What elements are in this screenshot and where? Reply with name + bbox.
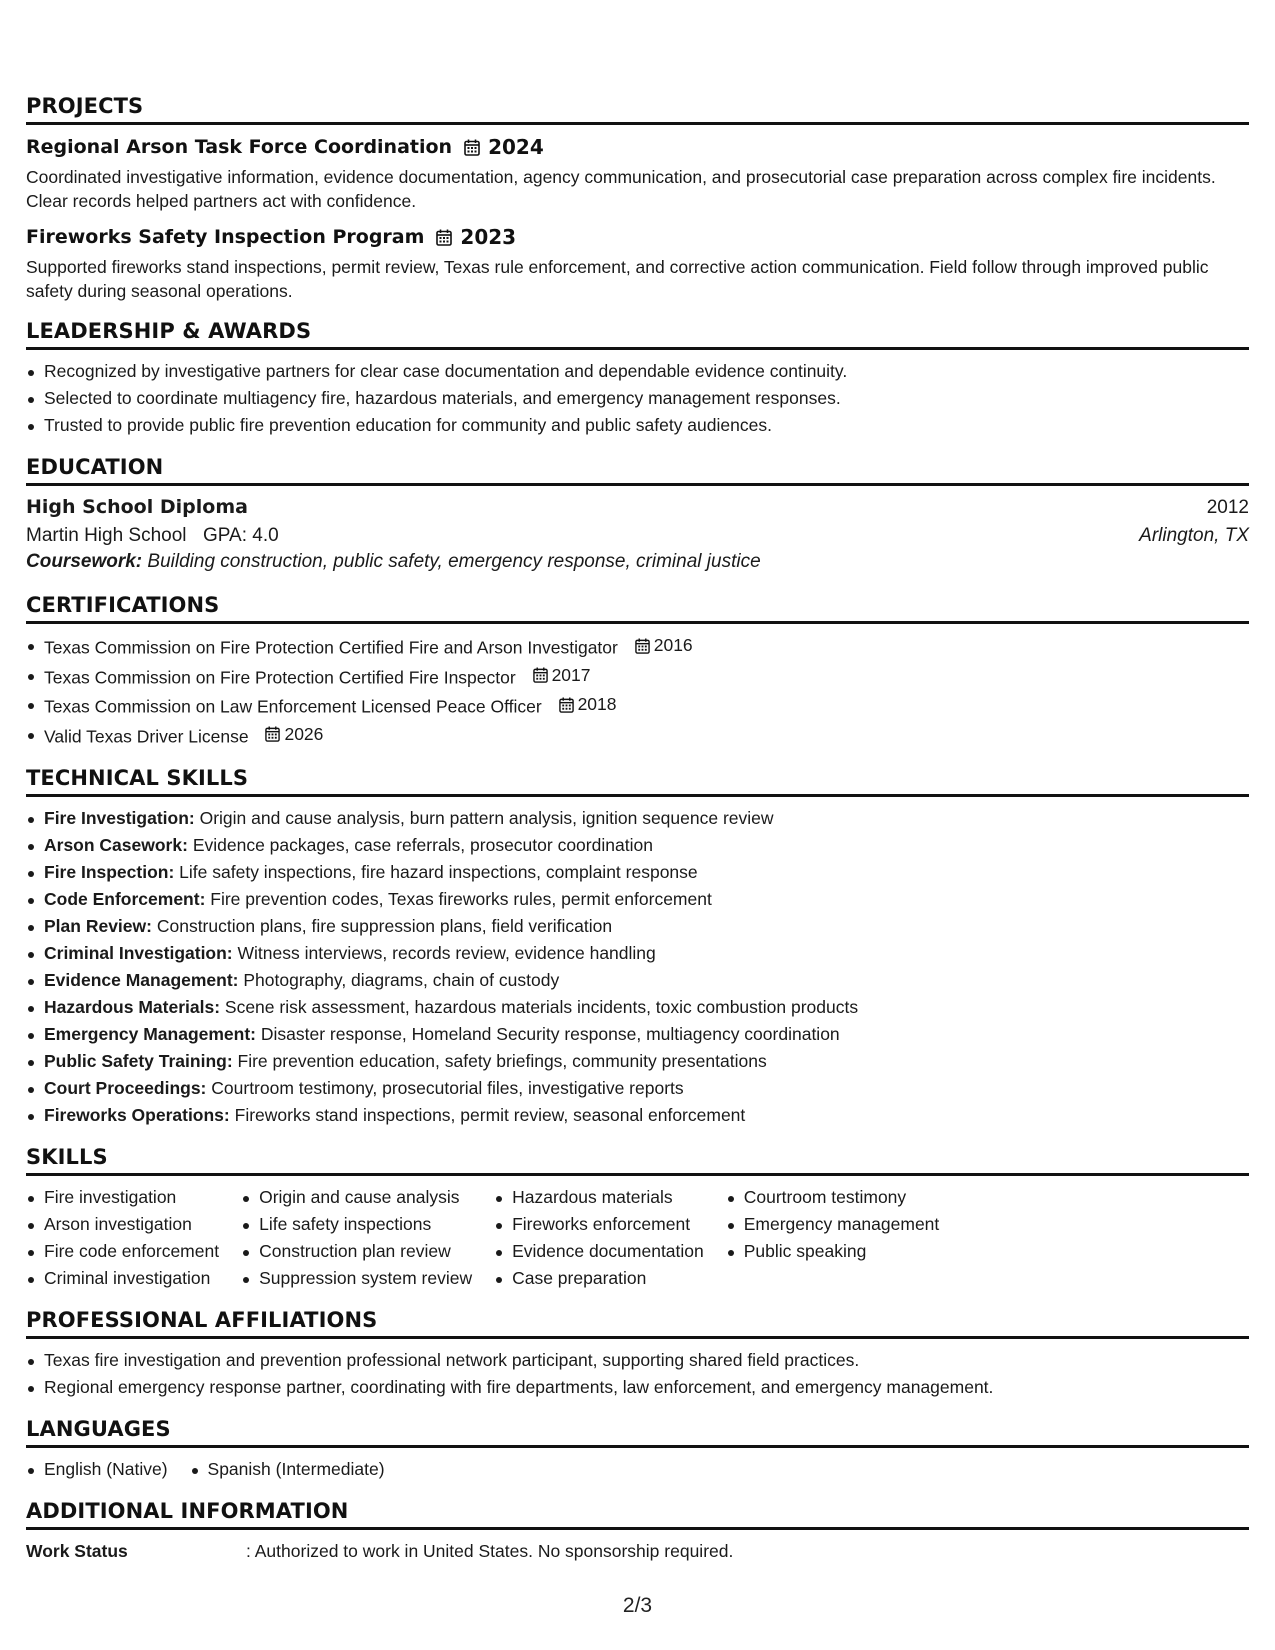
calendar-icon	[635, 638, 650, 654]
list-item: Fire investigation	[26, 1184, 219, 1211]
skills-grid	[26, 1184, 1249, 1292]
education-location: Arlington, TX	[1139, 525, 1249, 546]
languages-list	[26, 1456, 1249, 1483]
education-year: 2012	[1206, 497, 1249, 518]
list-item: Case preparation	[494, 1265, 704, 1292]
list-item: Arson investigation	[26, 1211, 219, 1238]
additional-section	[26, 1499, 1249, 1564]
certifications-section	[26, 593, 1249, 750]
skills-column	[241, 1184, 472, 1292]
list-item: Evidence Management: Photography, diagrams, chain of custody	[26, 967, 1249, 994]
list-item: Regional emergency response partner, coordinating with fire departments, law enforcement, and emergency management.	[26, 1374, 1249, 1401]
list-item: Public speaking	[726, 1238, 940, 1265]
list-item: Hazardous Materials: Scene risk assessment, hazardous materials incidents, toxic combustion products	[26, 994, 1249, 1021]
skills-column	[26, 1184, 219, 1292]
section-title-education: EDUCATION	[26, 455, 1249, 486]
section-title-additional: ADDITIONAL INFORMATION	[26, 1499, 1249, 1530]
section-title-skills: SKILLS	[26, 1145, 1249, 1176]
work-status-label: Work Status	[26, 1541, 128, 1561]
list-item: English (Native)	[26, 1456, 168, 1483]
list-item: Fireworks Operations: Fireworks stand inspections, permit review, seasonal enforcement	[26, 1102, 1249, 1129]
list-item: Fire Inspection: Life safety inspections, fire hazard inspections, complaint response	[26, 859, 1249, 886]
list-item: Evidence documentation	[494, 1238, 704, 1265]
section-title-certifications: CERTIFICATIONS	[26, 593, 1249, 624]
section-title-languages: LANGUAGES	[26, 1417, 1249, 1448]
certifications-list	[26, 632, 1249, 750]
project-name: Regional Arson Task Force Coordination	[26, 136, 453, 158]
list-item: Recognized by investigative partners for clear case documentation and dependable evidence continuity.	[26, 358, 1249, 385]
list-item: Public Safety Training: Fire prevention education, safety briefings, community presentations	[26, 1048, 1249, 1075]
education-gpa: GPA: 4.0	[202, 525, 279, 546]
list-item: Arson Casework: Evidence packages, case referrals, prosecutor coordination	[26, 832, 1249, 859]
section-title-leadership: LEADERSHIP & AWARDS	[26, 319, 1249, 350]
technical-skills-section	[26, 766, 1249, 1129]
section-title-technical-skills: TECHNICAL SKILLS	[26, 766, 1249, 797]
list-item: Emergency management	[726, 1211, 940, 1238]
list-item: Texas fire investigation and prevention professional network participant, supporting shared field practices.	[26, 1347, 1249, 1374]
list-item: Courtroom testimony	[726, 1184, 940, 1211]
list-item: Criminal Investigation: Witness interviews, records review, evidence handling	[26, 940, 1249, 967]
list-item: Origin and cause analysis	[241, 1184, 472, 1211]
languages-section	[26, 1417, 1249, 1483]
project-item	[26, 225, 1249, 303]
list-item: Selected to coordinate multiagency fire, hazardous materials, and emergency management responses.	[26, 385, 1249, 412]
project-year: 2024	[488, 135, 544, 159]
technical-skills-list	[26, 805, 1249, 1129]
list-item: Fire code enforcement	[26, 1238, 219, 1265]
list-item: Trusted to provide public fire prevention education for community and public safety audiences.	[26, 412, 1249, 439]
project-description: Supported fireworks stand inspections, permit review, Texas rule enforcement, and corrective action communication. Field follow through improved public safety during seasonal operations.	[26, 257, 1209, 301]
resume-page	[26, 94, 1249, 1564]
project-year: 2023	[460, 225, 517, 249]
cert-year: 2018	[577, 694, 617, 714]
list-item: Life safety inspections	[241, 1211, 472, 1238]
cert-year: 2016	[653, 635, 693, 655]
list-item: Texas Commission on Fire Protection Certified Fire Inspector 2017	[26, 662, 1249, 692]
list-item: Construction plan review	[241, 1238, 472, 1265]
cert-year: 2017	[551, 664, 591, 685]
leadership-section	[26, 319, 1249, 439]
section-title-projects: PROJECTS	[26, 94, 1249, 125]
list-item: Court Proceedings: Courtroom testimony, prosecutorial files, investigative reports	[26, 1075, 1249, 1102]
affiliations-section	[26, 1308, 1249, 1401]
list-item: Code Enforcement: Fire prevention codes, Texas fireworks rules, permit enforcement	[26, 886, 1249, 913]
calendar-icon	[464, 139, 480, 156]
list-item: Criminal investigation	[26, 1265, 219, 1292]
education-degree: High School Diploma	[26, 496, 248, 518]
leadership-list	[26, 358, 1249, 439]
list-item: Suppression system review	[241, 1265, 472, 1292]
list-item: Emergency Management: Disaster response, Homeland Security response, multiagency coordination	[26, 1021, 1249, 1048]
education-section	[26, 455, 1249, 573]
calendar-icon	[436, 229, 452, 246]
list-item: Fireworks enforcement	[494, 1211, 704, 1238]
page-number: 2/3	[622, 1594, 653, 1617]
list-item: Hazardous materials	[494, 1184, 704, 1211]
section-title-affiliations: PROFESSIONAL AFFILIATIONS	[26, 1308, 1249, 1339]
list-item: Plan Review: Construction plans, fire suppression plans, field verification	[26, 913, 1249, 940]
calendar-icon	[559, 697, 574, 713]
skills-column	[726, 1184, 940, 1292]
education-school: Martin High School	[26, 525, 187, 546]
project-item	[26, 135, 1249, 213]
work-status-row	[26, 1538, 1249, 1564]
calendar-icon	[533, 667, 548, 683]
list-item: Valid Texas Driver License 2026	[26, 721, 1249, 751]
education-coursework: Coursework: Building construction, public safety, emergency response, criminal justice	[26, 551, 761, 572]
project-description: Coordinated investigative information, evidence documentation, agency communication, and prosecutorial case preparation across complex fire incidents. Clear records helped partners act with confidence.	[26, 167, 1216, 211]
affiliations-list	[26, 1347, 1249, 1401]
skills-section	[26, 1145, 1249, 1292]
calendar-icon	[265, 726, 280, 742]
list-item: Spanish (Intermediate)	[190, 1456, 385, 1483]
list-item: Texas Commission on Fire Protection Certified Fire and Arson Investigator 2016	[26, 632, 1249, 662]
projects-section	[26, 94, 1249, 303]
work-status-value: : Authorized to work in United States. No sponsorship required.	[246, 1541, 734, 1561]
project-name: Fireworks Safety Inspection Program	[26, 226, 425, 248]
list-item: Fire Investigation: Origin and cause analysis, burn pattern analysis, ignition sequence review	[26, 805, 1249, 832]
skills-column	[494, 1184, 704, 1292]
cert-year: 2026	[284, 723, 324, 744]
list-item: Texas Commission on Law Enforcement Licensed Peace Officer 2018	[26, 691, 1249, 721]
